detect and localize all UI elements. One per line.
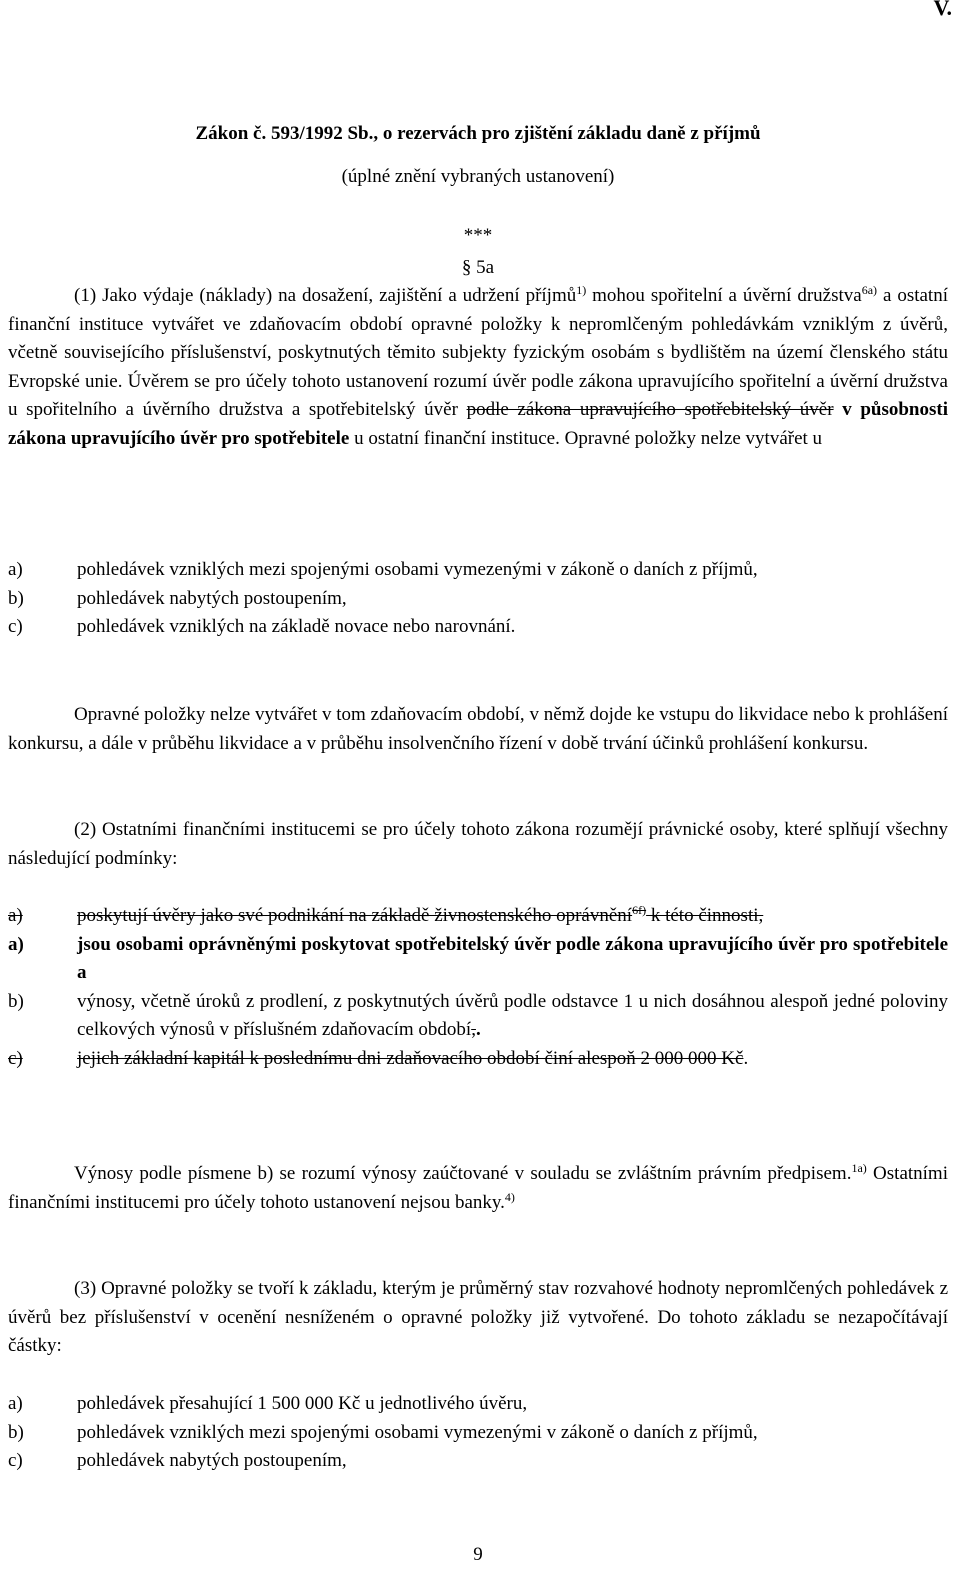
paragraph-yields: Výnosy podle písmene b) se rozumí výnosy zaúčtované v souladu se zvláštním právním předpisem.$^{1a)}$ Ostatními finančními institucemi pro účely tohoto ustanovení nejsou banky.$^{4)}$ — [8, 1161, 948, 1213]
list-item: c) pohledávek nabytých postoupením, — [8, 1450, 347, 1471]
list-item-struck: c) jejich základní kapitál k poslednímu dni zdaňovacího období činí alespoň 2 000 000 Kč. — [8, 1047, 749, 1069]
list-item: a) pohledávek vzniklých mezi spojenými osobami vymezenými v zákoně o daních z příjmů, — [8, 559, 758, 580]
struck-text: podle zákona upravujícího spotřebitelský úvěr — [466, 399, 834, 420]
footnote-ref: 6f) — [632, 903, 647, 917]
footnote-ref: 1) — [576, 283, 587, 297]
document-title — [8, 120, 948, 149]
paragraph-1: (1) Jako výdaje (náklady) na dosažení, zajištění a udržení příjmů$^{1)}$ mohou spořitelní a úvěrní družstva$^{6a)}$ a ostatní finanční instituce vytvářet ve zdaňovacím období opravné položky k nepromlčeným pohledávkám vzniklým z úvěrů, včetně souvisejícího příslušenství, poskytnutých těmito subjekty fyzickým osobám s bydlištěm na území členského státu Evropské unie. Úvěrem se pro účely tohoto ustanovení rozumí úvěr podle zákona upravujícího spořitelní a úvěrní družstva u spořitelního a úvěrního družstva a spotřebitelský úvěr podle zákona upravujícího spotřebitelský úvěr v působnosti zákona upravujícího úvěr pro spotřebitele u ostatní finanční instituce. Opravné položky nelze vytvářet u — [8, 283, 948, 449]
footnote-ref: 6a) — [861, 283, 878, 297]
list-item-inserted: a) jsou osobami oprávněnými poskytovat spotřebitelský úvěr podle zákona upravujícího úvěr pro spotřebitele a — [8, 933, 948, 983]
conditions-list — [8, 902, 948, 1073]
paragraph-2: (2) Ostatními finančními institucemi se pro účely tohoto zákona rozumějí právnické osoby, které splňují všechny následující podmínky: — [8, 819, 948, 869]
list-item-struck: a) poskytují úvěry jako své podnikání na základě živnostenského oprávnění$^{6f)}$ k této činnosti, — [8, 903, 764, 926]
separator-stars: *** — [463, 225, 493, 246]
inserted-text: v působnosti zákona upravujícího úvěr pro spotřebitele — [8, 399, 948, 449]
list-item: b) pohledávek nabytých postoupením, — [8, 587, 347, 609]
excluded-amounts-list — [8, 1390, 948, 1476]
law-name: , o rezervách pro zjištění základu daně z příjmů — [373, 123, 761, 144]
paragraph-liquidation: Opravné položky nelze vytvářet v tom zdaňovacím období, v němž dojde ke vstupu do likvidace nebo k prohlášení konkursu, a dále v průběhu likvidace a v průběhu insolvenčního řízení v době trvání účinků prohlášení konkursu. — [8, 704, 948, 754]
footnote-ref: 1a) — [851, 1161, 867, 1175]
list-item: a) pohledávek přesahující 1 500 000 Kč u jednotlivého úvěru, — [8, 1393, 528, 1414]
list-item: b) pohledávek vzniklých mezi spojenými osobami vymezenými v zákoně o daních z příjmů, — [8, 1421, 758, 1443]
page-number: 9 — [473, 1544, 483, 1565]
law-reference: Zákon č. 593/1992 Sb. — [195, 123, 374, 144]
section-heading: § 5a — [461, 257, 495, 278]
list-item: c) pohledávek vzniklých na základě novace nebo narovnání. — [8, 616, 516, 637]
footnote-ref: 4) — [504, 1189, 515, 1204]
paragraph-3: (3) Opravné položky se tvoří k základu, kterým je průměrný stav rozvahové hodnoty nepromlčených pohledávek z úvěrů bez příslušenství v ocenění nesníženém o opravné položky již vytvořené. Do tohoto základu se nezapočítávají částky: — [8, 1278, 948, 1356]
corner-mark: V. — [933, 0, 952, 20]
document-subtitle: (úplné znění vybraných ustanovení) — [341, 166, 615, 187]
exclusion-list — [8, 556, 948, 642]
list-item: b) výnosy, včetně úroků z prodlení, z poskytnutých úvěrů podle odstavce 1 u nich dosáhnou alespoň jedné poloviny celkových výnosů v příslušném zdaňovacím období,. — [8, 990, 948, 1040]
